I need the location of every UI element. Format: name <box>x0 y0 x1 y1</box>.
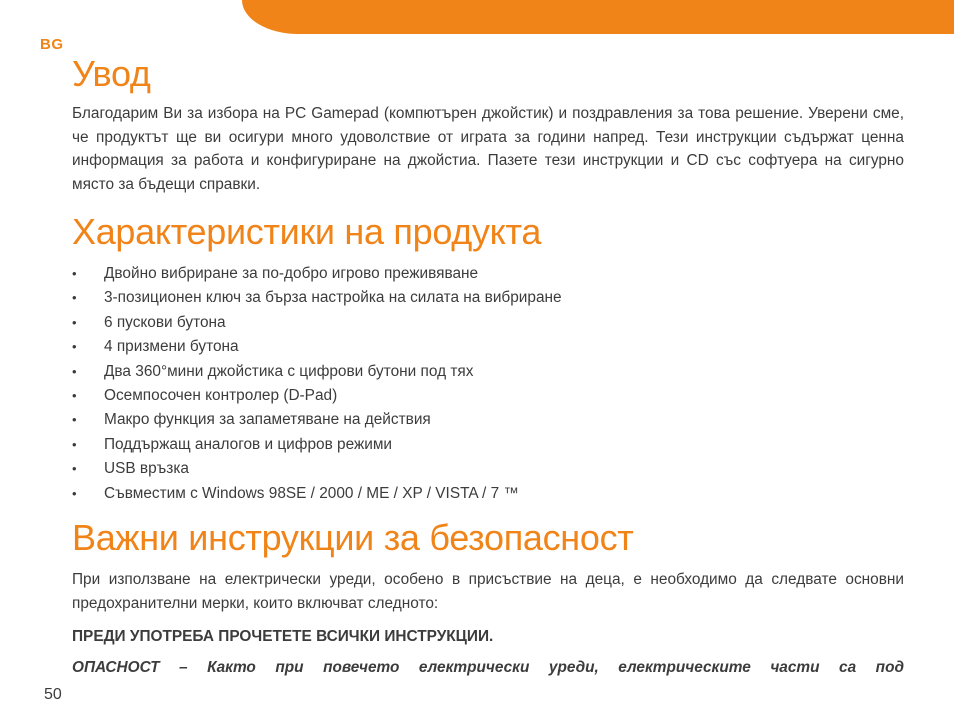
danger-paragraph: ОПАСНОСТ – Както при повечето електрически уреди, електрическите части са под <box>72 659 904 677</box>
feature-item <box>72 433 904 457</box>
feature-text: Два 360°мини джойстика с цифрови бутони под тях <box>104 362 474 380</box>
feature-item <box>72 335 904 359</box>
bullet-icon: • <box>72 436 77 452</box>
feature-text: 6 пускови бутона <box>104 313 226 331</box>
bullet-icon: • <box>72 363 77 379</box>
warning-heading: ПРЕДИ УПОТРЕБА ПРОЧЕТЕТЕ ВСИЧКИ ИНСТРУКЦИИ. <box>72 628 494 646</box>
feature-item <box>72 482 904 506</box>
bullet-icon: • <box>72 412 77 428</box>
feature-item <box>72 262 904 286</box>
intro-heading: Увод <box>72 53 151 94</box>
bullet-icon: • <box>72 485 77 501</box>
feature-item <box>72 286 904 310</box>
feature-item <box>72 311 904 335</box>
feature-item <box>72 384 904 408</box>
safety-heading: Важни инструкции за безопасност <box>72 517 634 559</box>
feature-item <box>72 457 904 481</box>
feature-text: Съвместим с Windows 98SE / 2000 / ME / XP / VISTA / 7 ™ <box>104 484 519 502</box>
features-list <box>72 262 904 506</box>
feature-item <box>72 408 904 432</box>
feature-text: USB връзка <box>104 460 189 478</box>
page-number: 50 <box>44 686 62 703</box>
safety-paragraph: При използване на електрически уреди, особено в присъствие на деца, е необходимо да следвате основни предохранителни мерки, които включват следното: <box>72 571 904 612</box>
feature-item <box>72 360 904 384</box>
bullet-icon: • <box>72 266 77 281</box>
bullet-icon: • <box>72 339 77 355</box>
header-accent-band <box>242 0 954 34</box>
language-tag: BG <box>40 36 64 53</box>
intro-paragraph: Благодарим Ви за избора на PC Gamepad (компютърен джойстик) и поздравления за това решение. Уверени сме, че продуктът ще ви осигури много удоволствие от играта за години напред. Тези инструкции съдържат ценна информация за работа и конфигуриране на джойстиа. Пазете тези инструкции и CD със софтуера на сигурно място за бъдещи справки. <box>72 105 904 193</box>
page-content <box>72 52 904 680</box>
feature-text: Поддържащ аналогов и цифров режими <box>104 435 393 453</box>
bullet-icon: • <box>72 290 77 306</box>
feature-text: Макро функция за запаметяване на действия <box>104 411 431 429</box>
feature-text: 4 призмени бутона <box>104 338 239 356</box>
bullet-icon: • <box>72 314 77 330</box>
feature-text: 3-позиционен ключ за бърза настройка на силата на вибриране <box>104 289 562 307</box>
bullet-icon: • <box>72 461 77 477</box>
bullet-icon: • <box>72 388 77 404</box>
features-heading: Характеристики на продукта <box>72 211 542 252</box>
feature-text: Двойно вибриране за по-добро игрово преживяване <box>104 265 479 282</box>
feature-text: Осемпосочен контролер (D-Pad) <box>104 387 338 405</box>
